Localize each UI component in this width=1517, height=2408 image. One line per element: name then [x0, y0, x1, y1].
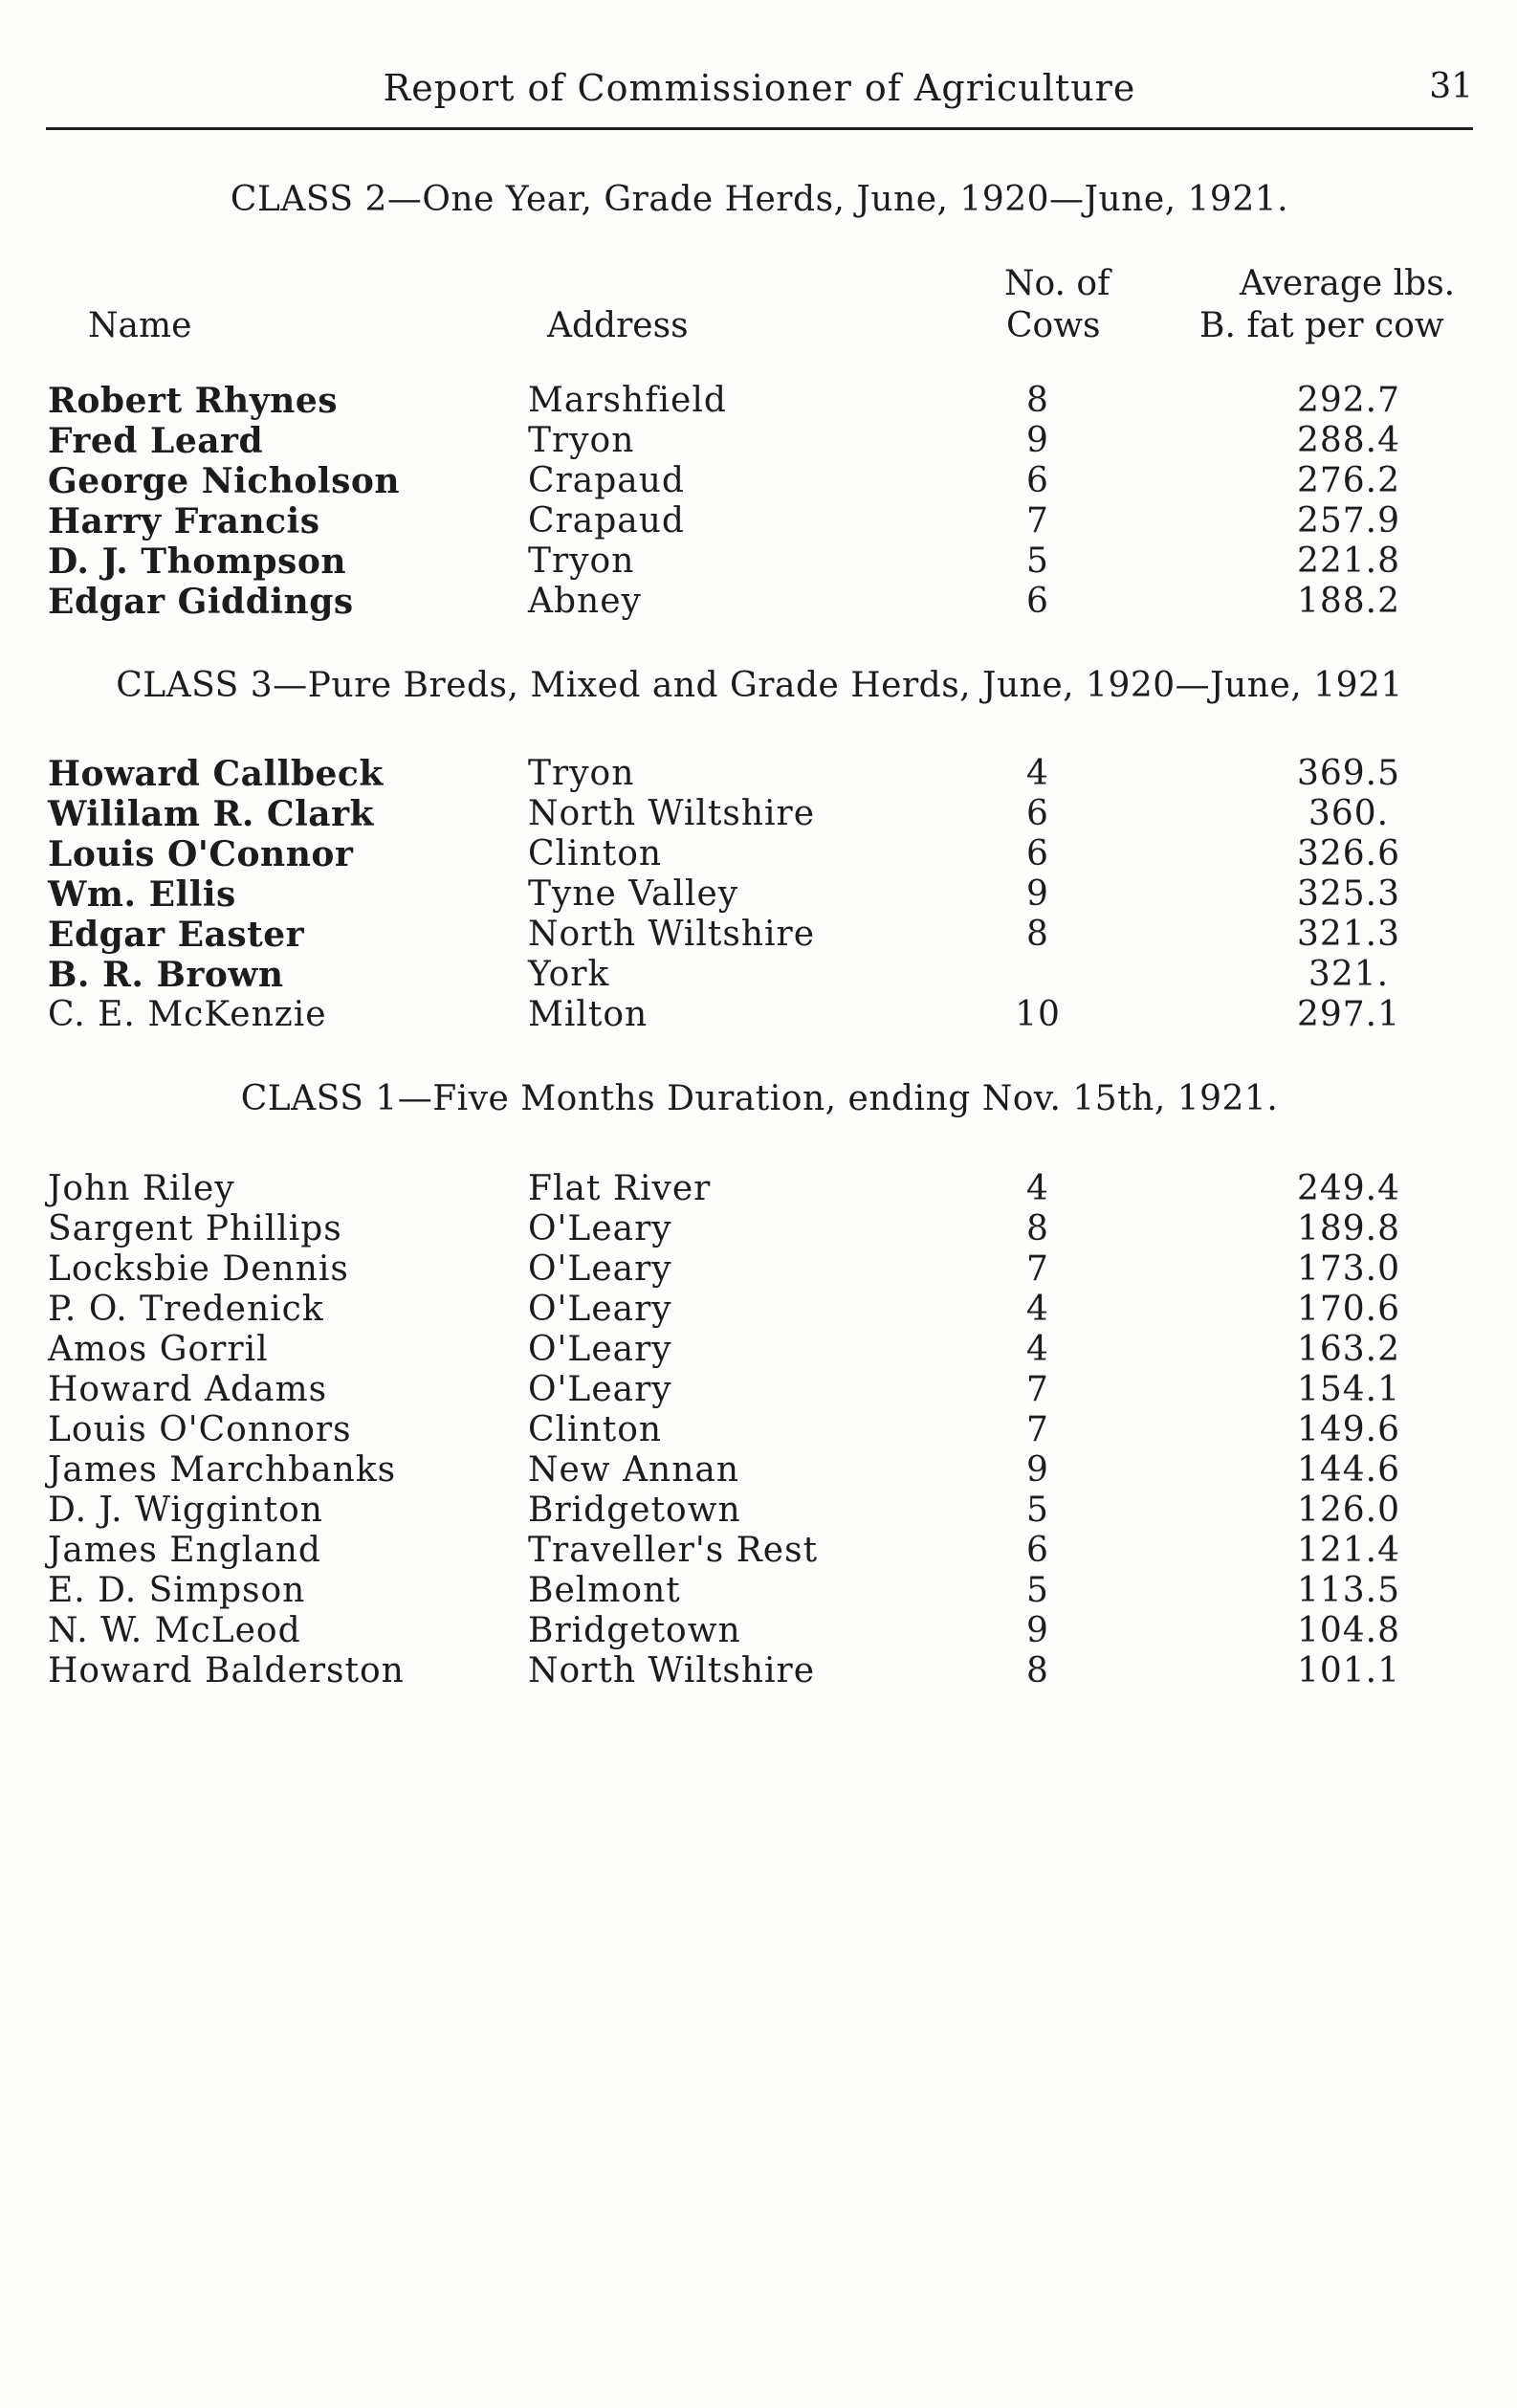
cell-name: James England [48, 1531, 321, 1570]
cell-avg-fat: 321.3 [1296, 915, 1401, 954]
table-row [0, 915, 1517, 955]
cell-cows: 5 [1026, 1571, 1049, 1610]
cell-avg-fat: 288.4 [1296, 421, 1401, 460]
column-header-avg-line2: B. fat per cow [1199, 306, 1444, 345]
table-row [0, 501, 1517, 541]
cell-name: John Riley [48, 1169, 235, 1208]
cell-avg-fat: 149.6 [1296, 1410, 1401, 1449]
table-row [0, 834, 1517, 874]
table-row [0, 1450, 1517, 1491]
cell-cows: 6 [1026, 794, 1049, 833]
running-header [46, 67, 1473, 124]
cell-address: Bridgetown [528, 1611, 741, 1650]
cell-address: Belmont [528, 1571, 681, 1610]
cell-cows: 7 [1026, 1370, 1049, 1409]
cell-address: York [528, 955, 610, 994]
cell-avg-fat: 121.4 [1296, 1531, 1401, 1570]
cell-address: Crapaud [528, 501, 685, 541]
cell-avg-fat: 189.8 [1296, 1209, 1401, 1248]
cell-name: Louis O'Connors [48, 1410, 352, 1449]
table-row [0, 1209, 1517, 1249]
cell-name: D. J. Thompson [48, 541, 346, 582]
cell-address: O'Leary [528, 1330, 672, 1369]
table-row [0, 461, 1517, 501]
cell-name: Harry Francis [48, 501, 320, 541]
cell-address: North Wiltshire [528, 915, 816, 954]
table-row [0, 1410, 1517, 1450]
cell-cows: 4 [1026, 1290, 1049, 1329]
table-row [0, 541, 1517, 582]
page-header-title: Report of Commissioner of Agriculture [383, 67, 1136, 109]
cell-cows: 9 [1026, 1611, 1049, 1650]
table-row [0, 1491, 1517, 1531]
cell-avg-fat: 104.8 [1296, 1611, 1401, 1650]
table-row [0, 381, 1517, 421]
cell-address: North Wiltshire [528, 1651, 816, 1690]
cell-cows: 7 [1026, 501, 1049, 541]
cell-name: Fred Leard [48, 421, 264, 461]
cell-name: Howard Balderston [48, 1651, 405, 1690]
cell-avg-fat: 249.4 [1296, 1169, 1401, 1208]
cell-name: George Nicholson [48, 461, 401, 501]
cell-address: Crapaud [528, 461, 685, 500]
cell-cows: 6 [1026, 1531, 1049, 1570]
cell-name: James Marchbanks [48, 1450, 397, 1490]
cell-name: Edgar Easter [48, 915, 305, 955]
cell-avg-fat: 257.9 [1296, 501, 1401, 541]
cell-avg-fat: 113.5 [1296, 1571, 1401, 1610]
cell-address: O'Leary [528, 1290, 672, 1329]
cell-cows: 10 [1015, 995, 1061, 1034]
cell-name: Louis O'Connor [48, 834, 354, 874]
table-row [0, 955, 1517, 995]
cell-cows: 5 [1026, 541, 1049, 581]
cell-address: O'Leary [528, 1209, 672, 1248]
cell-avg-fat: 360. [1308, 794, 1390, 833]
column-header-avg-line1: Average lbs. [1240, 264, 1456, 303]
cell-avg-fat: 297.1 [1296, 995, 1401, 1034]
cell-address: Clinton [528, 1410, 663, 1449]
cell-avg-fat: 369.5 [1296, 754, 1401, 793]
cell-name: Locksbie Dennis [48, 1249, 349, 1289]
cell-cows: 4 [1026, 754, 1049, 793]
page-number: 31 [1429, 67, 1473, 106]
cell-name: Wililam R. Clark [48, 794, 374, 834]
cell-avg-fat: 321. [1308, 955, 1390, 994]
cell-name: P. O. Tredenick [48, 1290, 324, 1329]
table-row [0, 1249, 1517, 1290]
cell-cows: 9 [1026, 874, 1049, 914]
cell-name: Wm. Ellis [48, 874, 236, 915]
section-title-class-1: CLASS 1—Five Months Duration, ending Nov. 15th, 1921. [240, 1079, 1279, 1118]
cell-name: D. J. Wigginton [48, 1491, 323, 1530]
cell-address: Marshfield [528, 381, 727, 420]
table-row [0, 1330, 1517, 1370]
cell-cows: 8 [1026, 1651, 1049, 1690]
cell-address: Clinton [528, 834, 663, 873]
table-row [0, 1290, 1517, 1330]
cell-cows: 8 [1026, 381, 1049, 420]
cell-address: North Wiltshire [528, 794, 816, 833]
cell-name: Edgar Giddings [48, 582, 354, 622]
section-title-class-2: CLASS 2—One Year, Grade Herds, June, 1920—June, 1921. [230, 180, 1289, 219]
cell-avg-fat: 154.1 [1296, 1370, 1401, 1409]
cell-cows: 6 [1026, 834, 1049, 873]
cell-avg-fat: 325.3 [1296, 874, 1401, 914]
table-row [0, 995, 1517, 1035]
cell-name: C. E. McKenzie [48, 995, 327, 1034]
column-header-name: Name [88, 306, 192, 345]
cell-address: O'Leary [528, 1249, 672, 1289]
cell-address: Tryon [528, 754, 635, 793]
table-row [0, 794, 1517, 834]
cell-name: Amos Gorril [48, 1330, 269, 1369]
cell-cows: 5 [1026, 1491, 1049, 1530]
cell-address: Tryon [528, 421, 635, 460]
cell-cows: 9 [1026, 421, 1049, 460]
cell-address: O'Leary [528, 1370, 672, 1409]
cell-avg-fat: 276.2 [1296, 461, 1401, 500]
cell-cows: 7 [1026, 1410, 1049, 1449]
cell-address: Bridgetown [528, 1491, 741, 1530]
table-row [0, 754, 1517, 794]
column-header-cows-line2: Cows [1006, 306, 1101, 345]
cell-address: Flat River [528, 1169, 712, 1208]
table-row [0, 1531, 1517, 1571]
table-row [0, 1370, 1517, 1410]
cell-name: Robert Rhynes [48, 381, 338, 421]
cell-cows: 8 [1026, 915, 1049, 954]
table-row [0, 1651, 1517, 1691]
cell-avg-fat: 188.2 [1296, 582, 1401, 621]
cell-address: Abney [528, 582, 642, 621]
cell-avg-fat: 221.8 [1296, 541, 1401, 581]
column-header-address: Address [547, 306, 689, 345]
cell-avg-fat: 126.0 [1296, 1491, 1401, 1530]
cell-avg-fat: 163.2 [1296, 1330, 1401, 1369]
cell-name: Howard Callbeck [48, 754, 384, 794]
cell-cows: 4 [1026, 1330, 1049, 1369]
cell-avg-fat: 173.0 [1296, 1249, 1401, 1289]
table-row [0, 1571, 1517, 1611]
cell-name: Sargent Phillips [48, 1209, 342, 1248]
cell-name: N. W. McLeod [48, 1611, 301, 1650]
cell-address: Tyne Valley [528, 874, 739, 914]
cell-cows: 6 [1026, 461, 1049, 500]
cell-cows: 6 [1026, 582, 1049, 621]
section-title-class-3: CLASS 3—Pure Breds, Mixed and Grade Herds, June, 1920—June, 1921 [116, 666, 1403, 705]
cell-avg-fat: 144.6 [1296, 1450, 1401, 1490]
table-row [0, 421, 1517, 461]
cell-address: New Annan [528, 1450, 740, 1490]
cell-avg-fat: 326.6 [1296, 834, 1401, 873]
column-header-cows-line1: No. of [1004, 264, 1110, 303]
cell-address: Milton [528, 995, 649, 1034]
cell-address: Traveller's Rest [528, 1531, 819, 1570]
table-row [0, 1611, 1517, 1651]
cell-avg-fat: 101.1 [1296, 1651, 1401, 1690]
table-row [0, 1169, 1517, 1209]
cell-cows: 4 [1026, 1169, 1049, 1208]
cell-avg-fat: 292.7 [1296, 381, 1401, 420]
cell-name: Howard Adams [48, 1370, 328, 1409]
cell-address: Tryon [528, 541, 635, 581]
table-row [0, 582, 1517, 622]
cell-cows: 7 [1026, 1249, 1049, 1289]
cell-cows: 8 [1026, 1209, 1049, 1248]
cell-avg-fat: 170.6 [1296, 1290, 1401, 1329]
header-rule [46, 127, 1473, 130]
table-row [0, 874, 1517, 915]
cell-name: E. D. Simpson [48, 1571, 306, 1610]
cell-name: B. R. Brown [48, 955, 284, 995]
cell-cows: 9 [1026, 1450, 1049, 1490]
